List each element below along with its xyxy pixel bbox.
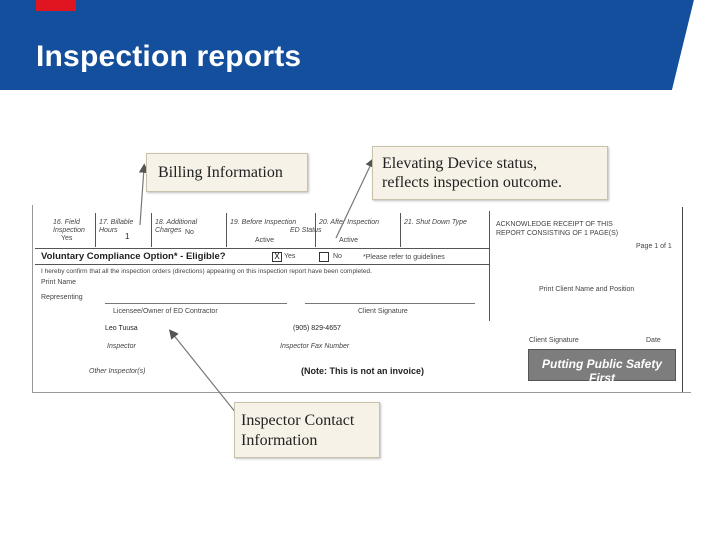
vco-label: Voluntary Compliance Option* - Eligible?: [41, 251, 226, 262]
inspector-label: Inspector: [107, 343, 136, 350]
field-inspection-header-2: Inspection: [53, 227, 85, 234]
billing-info-text: Billing Information: [158, 164, 283, 181]
before-inspection-value: Active: [255, 237, 275, 244]
licensee-label: Licensee/Owner of ED Contractor: [113, 308, 218, 315]
shut-down-type-header: 21. Shut Down Type: [404, 219, 467, 226]
vco-no-label: No: [333, 253, 342, 260]
after-inspection-header: 20. After Inspection: [319, 219, 380, 226]
additional-charges-header-2: Charges: [155, 227, 182, 234]
after-inspection-value: Active: [339, 237, 359, 244]
page-count: Page 1 of 1: [636, 243, 672, 250]
acknowledge-line-2: REPORT CONSISTING OF 1 PAGE(S): [496, 230, 619, 237]
billable-hours-header: 17. Billable: [99, 219, 134, 226]
fax-number-label: Inspector Fax Number: [280, 343, 350, 350]
other-inspector-label: Other Inspector(s): [89, 368, 146, 375]
inspector-fax: (905) 829-4657: [293, 325, 341, 332]
client-signature-label-2: Client Signature: [529, 337, 579, 344]
inspector-contact-text-1: Inspector Contact: [241, 412, 355, 429]
billing-info-callout: [146, 153, 308, 192]
not-invoice-note: (Note: This is not an invoice): [301, 366, 425, 376]
field-inspection-header: 16. Field: [53, 219, 80, 226]
inspector-contact-text-2: Information: [241, 432, 318, 449]
arrow-billing: [140, 168, 144, 225]
inspector-name: Leo Tuusa: [105, 325, 138, 332]
device-status-callout: [372, 146, 608, 200]
inspector-contact-callout: [234, 402, 380, 458]
ed-status-header: ED Status: [290, 227, 322, 234]
additional-charges-header: 18. Additional: [155, 219, 198, 226]
field-inspection-value: Yes: [61, 235, 73, 242]
confirmation-text: I hereby confirm that all the inspection orders (directions) appearing on this inspection report have been completed.: [41, 268, 372, 275]
device-status-text-1: Elevating Device status,: [382, 155, 538, 172]
slide-title: Inspection reports: [36, 40, 302, 73]
vco-yes-label: Yes: [284, 253, 296, 260]
additional-charges-value: No: [185, 229, 194, 236]
client-signature-label: Client Signature: [358, 308, 408, 315]
acknowledge-line-1: ACKNOWLEDGE RECEIPT OF THIS: [496, 221, 613, 228]
arrow-device-status: [336, 162, 372, 238]
before-inspection-header: 19. Before Inspection: [230, 219, 297, 226]
billable-hours-header-2: Hours: [99, 227, 118, 234]
representing-label: Representing: [41, 294, 83, 301]
billable-hours-value: 1: [125, 232, 130, 241]
print-name-label: Print Name: [41, 279, 77, 286]
vco-yes-checkbox[interactable]: X: [272, 252, 282, 262]
device-status-text-2: reflects inspection outcome.: [382, 174, 562, 191]
print-client-name-label: Print Client Name and Position: [539, 286, 635, 293]
safety-slogan: Putting Public Safety First: [541, 357, 662, 385]
date-label: Date: [646, 337, 661, 344]
arrow-inspector: [172, 333, 240, 418]
guidelines-note: *Please refer to guidelines: [363, 254, 445, 261]
